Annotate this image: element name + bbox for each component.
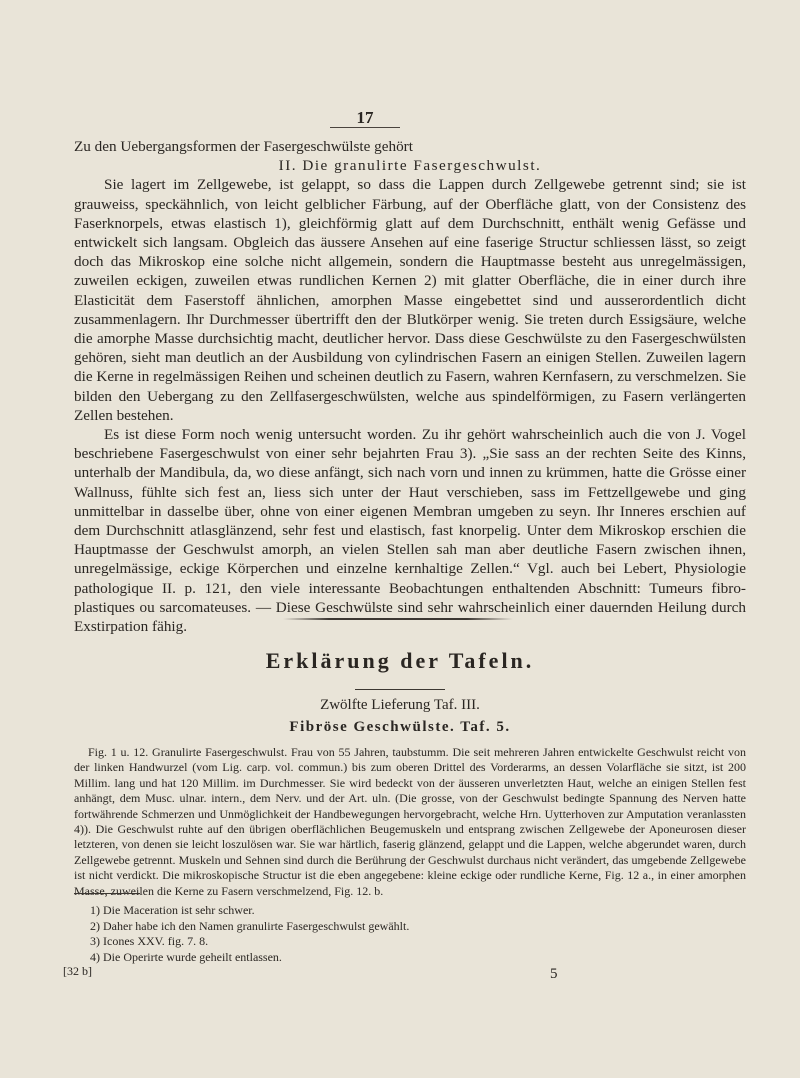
footnote-2: 2) Daher habe ich den Namen granulirte Fasergeschwulst gewählt. [90,918,410,933]
explanation-heading: Erklärung der Tafeln. [265,648,535,673]
signature-number: 5 [550,966,558,982]
footnote-rule [74,893,140,894]
plate-title: Fibröse Geschwülste. Taf. 5. [289,719,511,735]
explanation-text: Fig. 1 u. 12. Granulirte Fasergeschwulst. Frau von 55 Jahren, taubstumm. Die seit mehreren Jahren entwickelte Geschwulst reicht von der linken Handwurzel (vom Lig. carp. vol. commun.) bis zum oberen Drittel des Vorderarms, an dessen Volarfläche sie sitzt, ist 200 Millim. lang und hat 120 Millim. im Durchmesser. Sie wird bedeckt von der äusseren unverletzten Haut, welche an einigen Stellen fest anhängt, dem Musc. ulnar. intern., dem Nerv. und der Art. uln. (Die grosse, von der Geschwulst bedingte Spannung des Nerven hatte fortwährende Schmerzen und Unmöglichkeit der Handbewegungen hervorgebracht, welche Hrn. Uytterhoven zur Amputation veranlassten 4)). Die Geschwulst ruhte auf den übrigen oberflächlichen Beugemuskeln und entsprang zwischen Zellgewebe der Aponeurosen dieser letzteren, von denen sie leicht loszulösen war. Sie war härtlich, faserig glänzend, gelappt und die Lappen, welche abgerundet waren, durch Zellgewebe getrennt. Muskeln und Sehnen sind durch die Berührung der Geschwulst durchaus nicht verändert, das umgebende Zellgewebe ist nicht verdickt. Die mikroskopische Structur ist die eben angegebene: kleine eckige oder rundliche Kerne, Fig. 12 a., in einer amorphen Masse, zuweilen die Kerne zu Fasern verschmelzend, Fig. 12. b. [74,745,746,898]
footnote-4: 4) Die Operirte wurde geheilt entlassen. [90,949,282,964]
heading-rule [355,689,445,690]
page-number-rule [330,127,400,128]
footnote-1: 1) Die Maceration ist sehr schwer. [90,903,255,917]
main-text [74,137,746,636]
footnote-3: 3) Icones XXV. fig. 7. 8. [90,934,209,949]
paragraph-1: Sie lagert im Zellgewebe, ist gelappt, so dass die Lappen durch Zellgewebe getrennt sind; sie ist grauweiss, speckähnlich, von leicht gelblicher Färbung, auf der Oberfläche glatt, von der Consistenz des Faserknorpels, etwas elastisch 1), gleichförmig glatt auf dem Durchschnitt, enthält wenig Gefässe und entwickelt sich langsam. Obgleich das äussere Ansehen auf eine faserige Structur schliessen lässt, so zeigt doch das Mikroskop eine solche nicht allgemein, sondern die Hauptmasse besteht aus unregelmässigen, zuweilen eckigen, zuweilen etwas rundlichen Kernen 2) mit glatter Oberfläche, die in einer durch ihre Elasticität dem Faserstoff ähnlichen, amorphen Masse eingebettet sind und ausserordentlich dicht zusammenlagern. Ihr Durchmesser übertrifft den der Blutkörper wenig. Sie treten durch Essigsäure, welche die amorphe Masse durchsichtig macht, deutlicher hervor. Dass diese Geschwülste zu den Fasergeschwülsten gehören, sieht man deutlich an der Ausbildung von cylindrischen Fasern an einigen Stellen. Zuweilen lagern die Kerne in regelmässigen Reihen und scheinen deutlich zu Fasern, wahren Kernfasern, zu verschmelzen. Sie bilden den Uebergang zu den Zellfasergeschwülsten, welche aus spindelförmigen, zu Fasern verlängerten Zellen bestehen. [74,176,746,424]
page-number: 17 [356,108,374,127]
lieferung-line: Zwölfte Lieferung Taf. III. [320,697,480,713]
signature-mark: [32 b] [63,964,92,978]
paragraph-2: Es ist diese Form noch wenig untersucht worden. Zu ihr gehört wahrscheinlich auch die von J. Vogel beschriebene Fasergeschwulst von einer sehr bejahrten Frau 3). „Sie sass an der rechten Seite des Kinns, unterhalb der Mandibula, da, wo diese anfängt, sich nach vorn und innen zu krümmen, hatte die Grösse einer Wallnuss, fühlte sich fest an, liess sich unter der Haut verschieben, sass im Fettzellgewebe und ging unmittelbar in dasselbe über, ohne von einer eigenen Membran umgeben zu seyn. Ihr Inneres erschien auf dem Durchschnitt atlasglänzend, sehr fest und elastisch, fast knorpelig. Unter dem Mikroskop erschien die Hauptmasse der Geschwulst amorph, an vielen Stellen sah man aber deutliche Fasern zwischen ihnen, unregelmässige, eckige Körperchen und einzelne kernhaltige Zellen.“ Vgl. auch bei Lebert, Physiologie pathologique II. p. 121, den viele interessante Beobachtungen enthaltenden Abschnitt: Tumeurs fibro-plastiques ou sarcomateuses. — Diese Geschwülste sind sehr wahrscheinlich einer dauernden Heilung durch Exstirpation fähig. [74,426,746,636]
section-separator [283,618,513,620]
section-heading: II. Die granulirte Fasergeschwulst. [278,157,542,175]
figure-explanation [74,745,746,899]
footnotes [90,903,490,965]
intro-line: Zu den Uebergangsformen der Fasergeschwülste gehört [74,138,413,155]
